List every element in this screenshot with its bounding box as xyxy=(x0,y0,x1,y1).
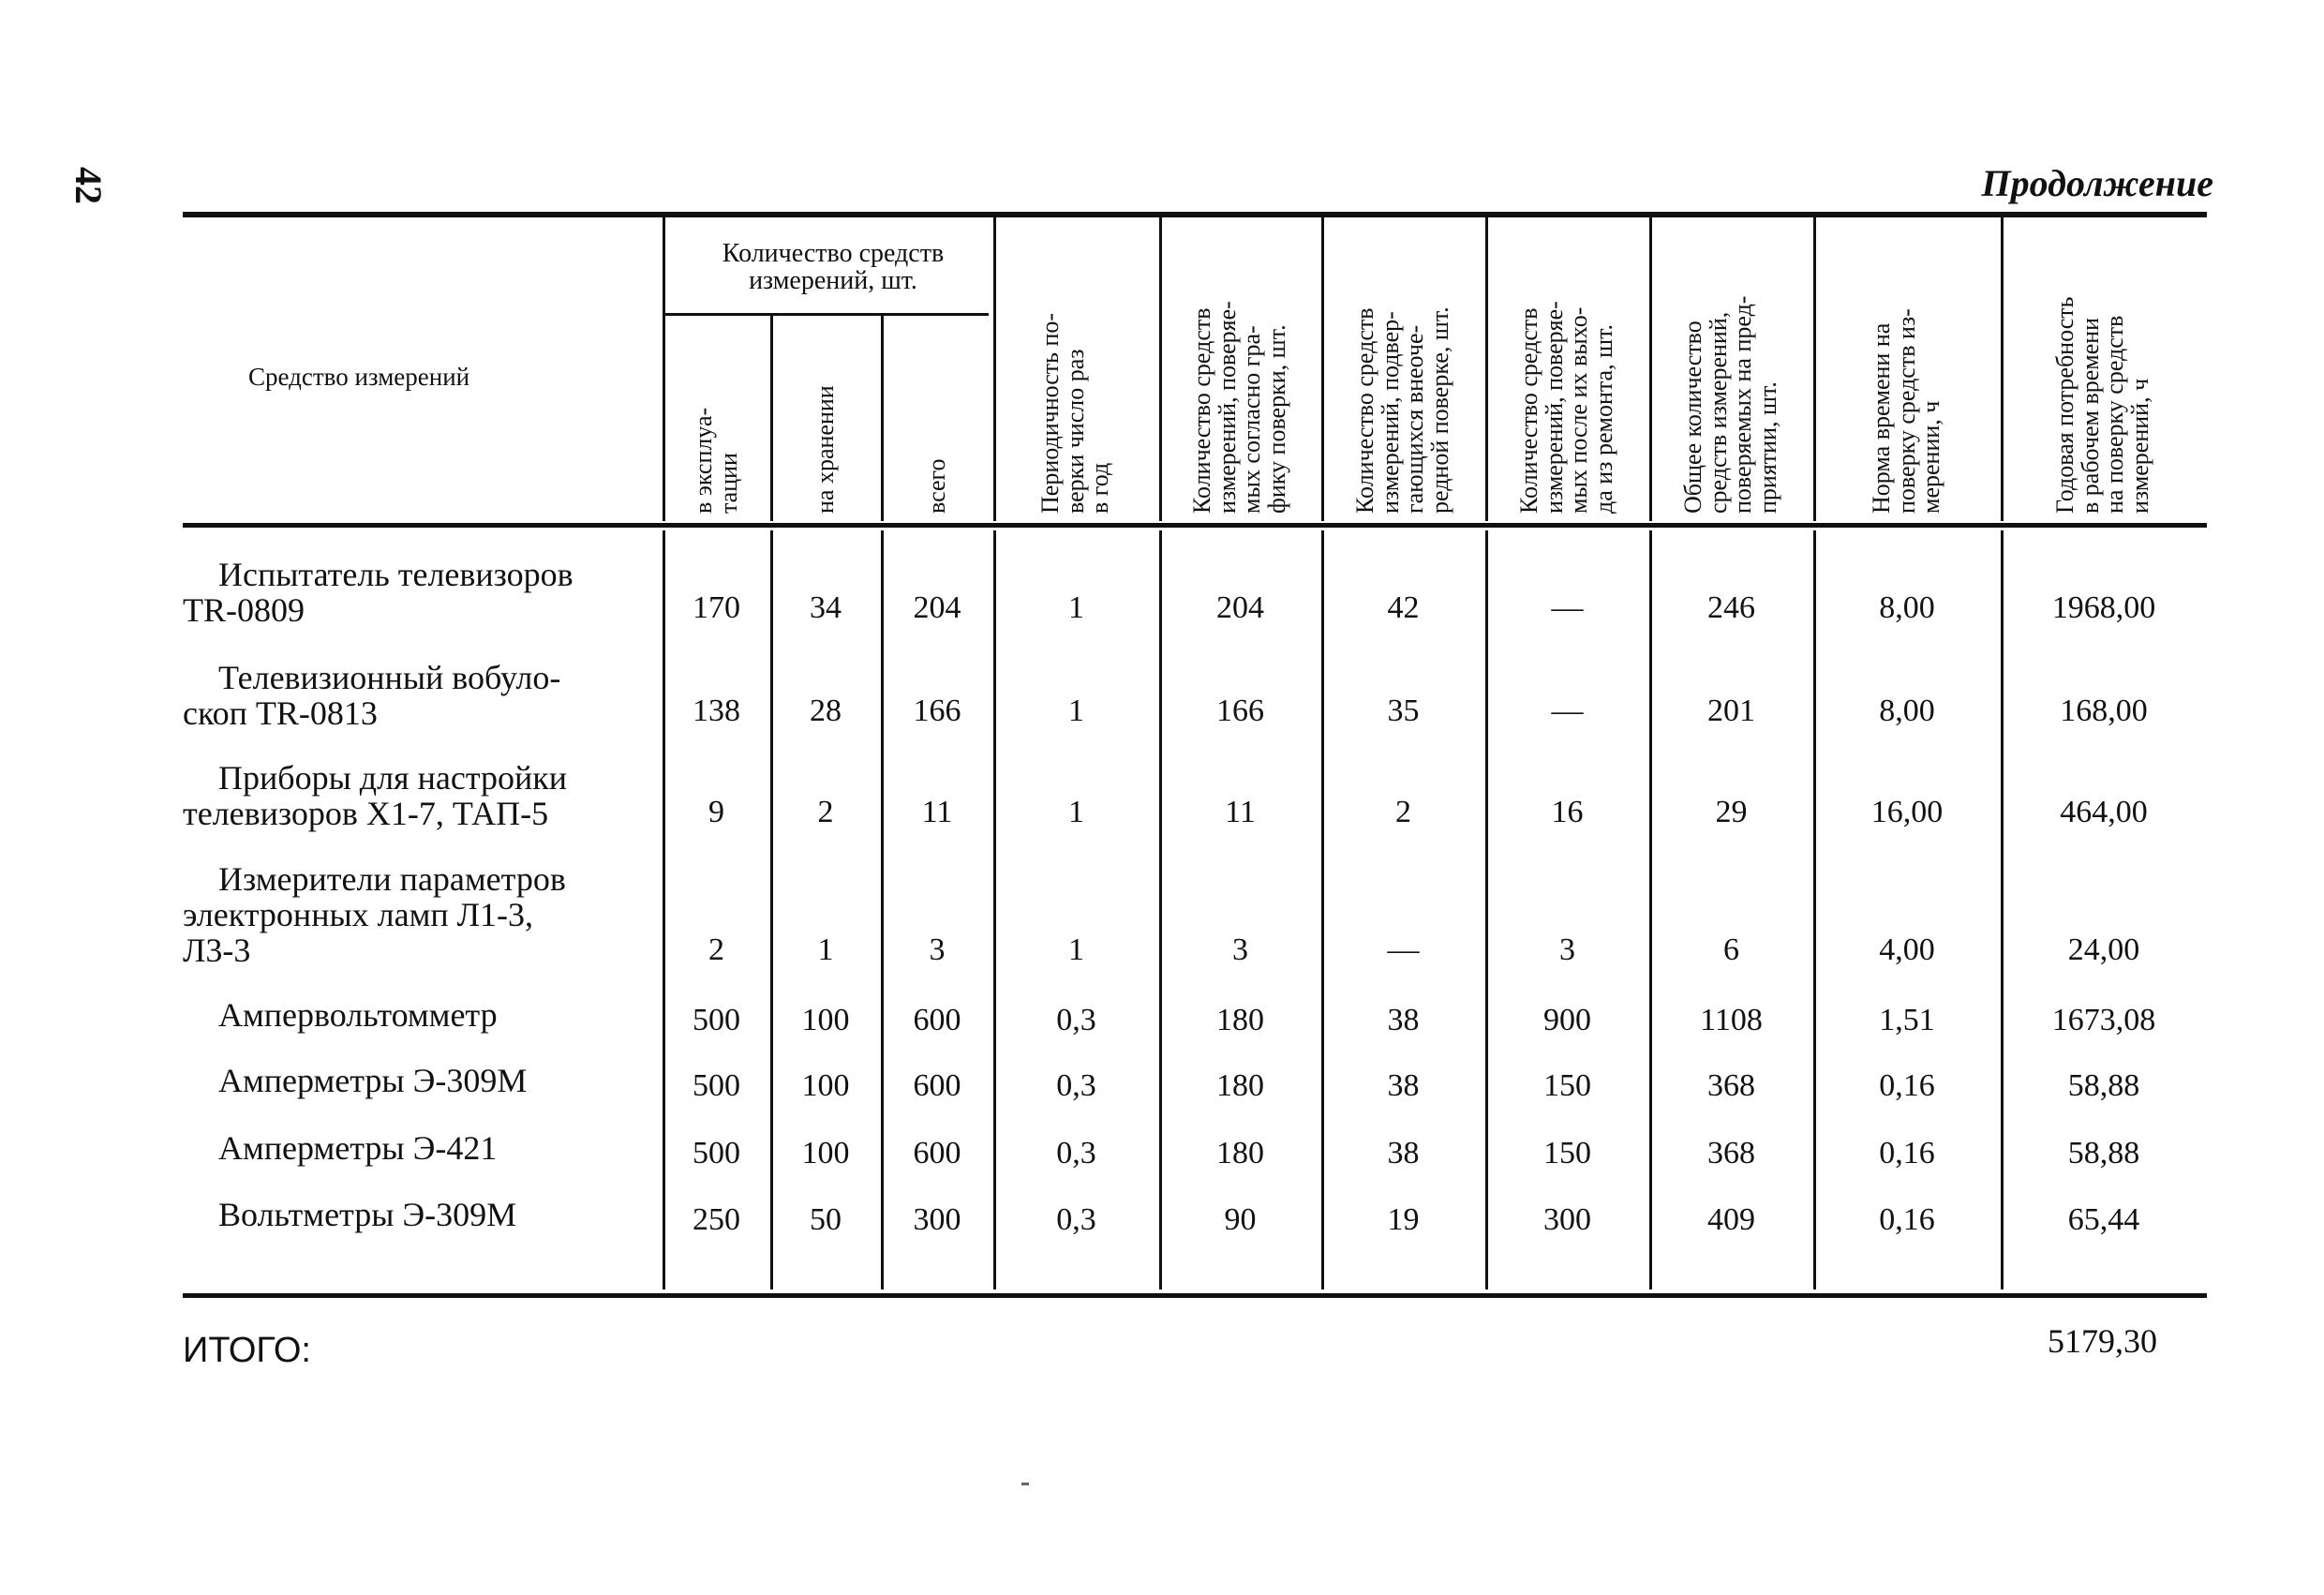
cell-periodicity: 0,3 xyxy=(1056,1136,1096,1170)
cell-after-repair: 900 xyxy=(1543,1003,1591,1037)
column-divider xyxy=(1485,217,1488,521)
cell-annual-need: 1673,08 xyxy=(2051,1003,2156,1037)
cell-annual-need: 1968,00 xyxy=(2051,590,2156,625)
column-divider xyxy=(881,530,884,1289)
header-quantity-group: Количество средств измерений, шт. xyxy=(722,239,945,296)
cell-in-use: 500 xyxy=(693,1068,740,1103)
header-by-schedule: Количество средств измерений, поверяе- мых согласно гра- фику поверки, шт. xyxy=(1187,301,1290,514)
cell-unscheduled: 38 xyxy=(1387,1003,1420,1037)
cell-in-storage: 50 xyxy=(810,1202,842,1237)
header-unscheduled: Количество средств измерений, подвер- гающихся внеоче- редной поверке, шт. xyxy=(1350,306,1453,514)
cell-time-norm: 0,16 xyxy=(1879,1136,1935,1170)
cell-overall: 29 xyxy=(1715,795,1748,829)
row-instrument-name: Приборы для настройки телевизоров Х1-7, ТАП-5 xyxy=(183,759,568,832)
column-divider xyxy=(770,530,773,1289)
cell-by-schedule: 90 xyxy=(1224,1202,1257,1237)
cell-unscheduled: 2 xyxy=(1395,795,1411,829)
cell-in-storage: 2 xyxy=(817,795,834,829)
cell-unscheduled: 42 xyxy=(1387,590,1420,625)
column-divider xyxy=(1649,217,1652,521)
cell-overall: 6 xyxy=(1723,932,1739,967)
cell-by-schedule: 180 xyxy=(1216,1068,1264,1103)
cell-unscheduled: 19 xyxy=(1387,1202,1420,1237)
cell-in-use: 500 xyxy=(693,1136,740,1170)
cell-unscheduled: 38 xyxy=(1387,1136,1420,1170)
column-divider xyxy=(2001,217,2004,521)
cell-periodicity: 1 xyxy=(1068,590,1084,625)
row-instrument-name: Телевизионный вобуло- скоп TR-0813 xyxy=(183,659,561,732)
cell-after-repair: 300 xyxy=(1543,1202,1591,1237)
cell-overall: 1108 xyxy=(1700,1003,1763,1037)
cell-unscheduled: 38 xyxy=(1387,1068,1420,1103)
cell-in-use: 250 xyxy=(693,1202,740,1237)
column-divider xyxy=(993,530,996,1289)
cell-periodicity: 1 xyxy=(1068,693,1084,728)
cell-periodicity: 0,3 xyxy=(1056,1003,1096,1037)
column-divider xyxy=(1321,217,1324,521)
cell-total: 204 xyxy=(913,590,961,625)
cell-overall: 368 xyxy=(1707,1136,1755,1170)
row-instrument-name: Испытатель телевизоров TR-0809 xyxy=(183,556,574,629)
cell-in-use: 500 xyxy=(693,1003,740,1037)
cell-in-storage: 100 xyxy=(801,1068,850,1103)
cell-in-storage: 1 xyxy=(817,932,834,967)
cell-periodicity: 0,3 xyxy=(1056,1202,1096,1237)
cell-by-schedule: 3 xyxy=(1232,932,1248,967)
continuation-label: Продолжение xyxy=(1981,162,2213,204)
cell-time-norm: 0,16 xyxy=(1879,1068,1935,1103)
cell-total: 600 xyxy=(913,1136,961,1170)
cell-annual-need: 464,00 xyxy=(2060,795,2148,829)
quantity-group-rule xyxy=(665,313,989,316)
cell-in-storage: 28 xyxy=(810,693,842,728)
cell-after-repair: 150 xyxy=(1543,1136,1591,1170)
cell-by-schedule: 204 xyxy=(1216,590,1264,625)
column-divider xyxy=(663,217,665,521)
total-value: 5179,30 xyxy=(2048,1322,2157,1360)
column-divider xyxy=(881,315,884,521)
row-instrument-name: Амперметры Э-309М xyxy=(218,1062,528,1099)
cell-overall: 409 xyxy=(1707,1202,1755,1237)
header-in-use: в эксплуа- тации xyxy=(689,407,742,514)
cell-periodicity: 0,3 xyxy=(1056,1068,1096,1103)
cell-after-repair: — xyxy=(1551,590,1584,625)
column-divider xyxy=(1159,217,1162,521)
cell-after-repair: 16 xyxy=(1551,795,1584,829)
column-divider xyxy=(663,530,665,1289)
column-divider xyxy=(2001,530,2004,1289)
cell-time-norm: 16,00 xyxy=(1870,795,1944,829)
cell-annual-need: 58,88 xyxy=(2067,1136,2140,1170)
cell-periodicity: 1 xyxy=(1068,932,1084,967)
cell-annual-need: 168,00 xyxy=(2060,693,2148,728)
column-divider xyxy=(1649,530,1652,1289)
header-annual-need: Годовая потребность в рабочем времени на поверку средств измерений, ч xyxy=(2051,296,2153,514)
cell-periodicity: 1 xyxy=(1068,795,1084,829)
cell-after-repair: — xyxy=(1551,693,1584,728)
row-instrument-name: Амперметры Э-421 xyxy=(218,1129,498,1167)
cell-time-norm: 0,16 xyxy=(1879,1202,1935,1237)
cell-total: 600 xyxy=(913,1003,961,1037)
cell-after-repair: 3 xyxy=(1559,932,1575,967)
table-header-rule xyxy=(183,523,2207,528)
row-instrument-name: Ампервольтомметр xyxy=(218,996,498,1034)
row-instrument-name: Измерители параметров электронных ламп Л1-3, Л3-3 xyxy=(183,860,566,969)
cell-total: 11 xyxy=(921,795,953,829)
cell-in-storage: 100 xyxy=(801,1003,850,1037)
cell-unscheduled: — xyxy=(1387,932,1420,967)
table-bottom-rule xyxy=(183,1293,2207,1298)
cell-by-schedule: 180 xyxy=(1216,1003,1264,1037)
cell-total: 600 xyxy=(913,1068,961,1103)
cell-time-norm: 1,51 xyxy=(1879,1003,1935,1037)
cell-total: 3 xyxy=(929,932,946,967)
column-divider xyxy=(993,217,996,521)
header-time-norm: Норма времени на поверку средств из- мерении, ч xyxy=(1867,308,1944,514)
cell-by-schedule: 180 xyxy=(1216,1136,1264,1170)
cell-overall: 201 xyxy=(1707,693,1755,728)
cell-annual-need: 65,44 xyxy=(2067,1202,2140,1237)
cell-annual-need: 24,00 xyxy=(2067,932,2140,967)
header-in-storage: на хранении xyxy=(811,385,839,514)
header-total: всего xyxy=(922,458,950,514)
cell-in-storage: 100 xyxy=(801,1136,850,1170)
column-divider xyxy=(770,315,773,521)
header-overall: Общее количество средств измерений, поверяемых на пред- приятии, шт. xyxy=(1678,295,1781,514)
cell-by-schedule: 11 xyxy=(1225,795,1256,829)
cell-in-use: 2 xyxy=(708,932,724,967)
cell-in-use: 138 xyxy=(693,693,740,728)
page-number: 42 xyxy=(67,167,110,204)
column-divider xyxy=(1321,530,1324,1289)
print-speck xyxy=(1021,1483,1029,1485)
cell-by-schedule: 166 xyxy=(1216,693,1264,728)
column-divider xyxy=(1159,530,1162,1289)
cell-time-norm: 4,00 xyxy=(1879,932,1935,967)
header-after-repair: Количество средств измерений, поверяе- мых после их выхо- да из ремонта, шт. xyxy=(1514,301,1617,514)
header-instrument: Средство измерений xyxy=(248,363,470,391)
cell-overall: 246 xyxy=(1707,590,1755,625)
column-divider xyxy=(1485,530,1488,1289)
cell-annual-need: 58,88 xyxy=(2067,1068,2140,1103)
cell-in-use: 9 xyxy=(708,795,724,829)
cell-unscheduled: 35 xyxy=(1387,693,1420,728)
cell-in-storage: 34 xyxy=(810,590,842,625)
cell-overall: 368 xyxy=(1707,1068,1755,1103)
column-divider xyxy=(1813,217,1816,521)
cell-time-norm: 8,00 xyxy=(1879,590,1935,625)
total-label: ИТОГО: xyxy=(183,1331,311,1370)
cell-time-norm: 8,00 xyxy=(1879,693,1935,728)
header-periodicity: Периодичность по- верки число раз в год xyxy=(1036,312,1114,514)
cell-total: 300 xyxy=(913,1202,961,1237)
row-instrument-name: Вольтметры Э-309М xyxy=(218,1196,517,1233)
column-divider xyxy=(1813,530,1816,1289)
cell-in-use: 170 xyxy=(693,590,740,625)
cell-after-repair: 150 xyxy=(1543,1068,1591,1103)
table-top-rule xyxy=(183,212,2207,217)
cell-total: 166 xyxy=(913,693,961,728)
